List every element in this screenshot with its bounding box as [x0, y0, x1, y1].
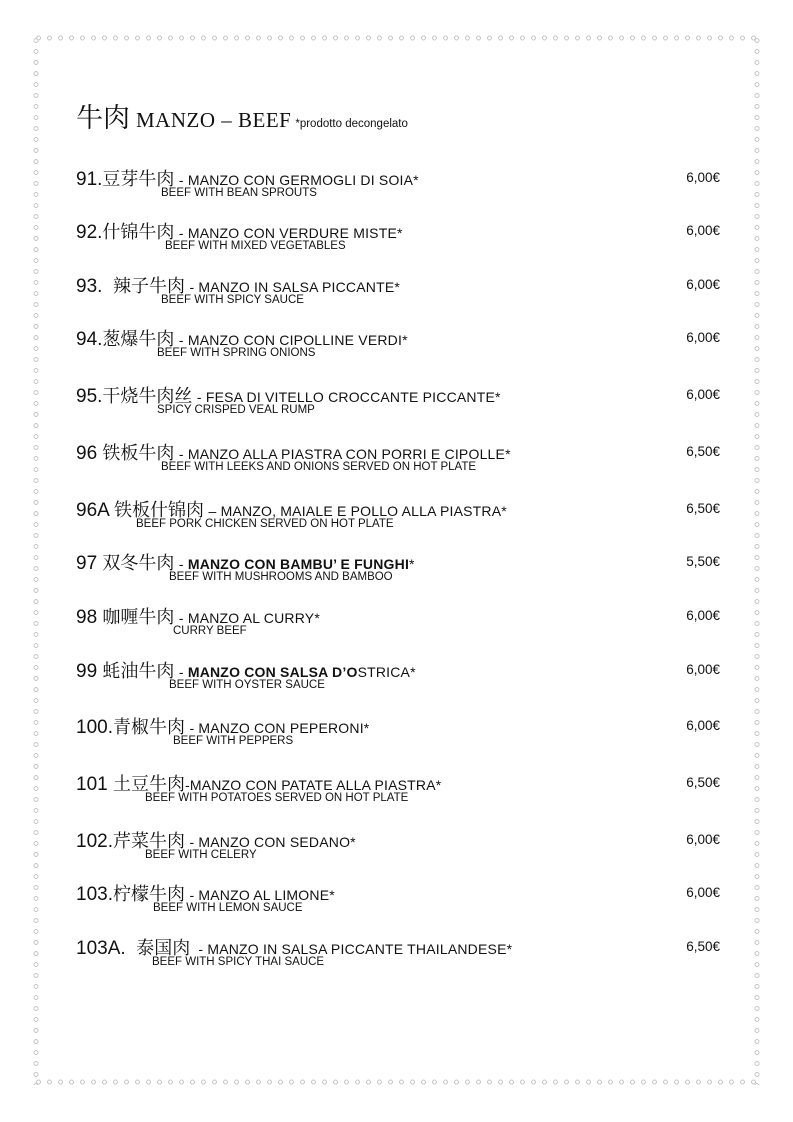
item-chinese-name: 咖喱牛肉 [102, 607, 175, 628]
menu-item-99 [76, 657, 720, 701]
item-price: 6,00€ [686, 832, 720, 847]
item-price: 6,00€ [686, 885, 720, 900]
menu-item-103 [76, 880, 720, 924]
title-note: *prodotto decongelato [295, 118, 408, 130]
item-italian-name: - MANZO CON SALSA D’OSTRICA* [178, 664, 416, 680]
item-price: 6,00€ [686, 608, 720, 623]
menu-item-91 [76, 165, 720, 209]
item-chinese-name: 铁板牛肉 [102, 443, 175, 464]
item-number: 92. [76, 222, 103, 243]
item-number: 99 [76, 661, 103, 682]
menu-item-101 [76, 770, 720, 814]
item-price: 6,50€ [686, 501, 720, 516]
item-italian-name: - MANZO CON VERDURE MISTE* [178, 225, 403, 241]
item-english-name: BEEF WITH CELERY [145, 849, 257, 861]
item-chinese-name: 什锦牛肉 [102, 222, 175, 243]
item-chinese-name: 芹菜牛肉 [112, 831, 185, 852]
border-right [754, 35, 760, 1085]
item-english-name: BEEF PORK CHICKEN SERVED ON HOT PLATE [136, 518, 394, 530]
border-top [33, 35, 760, 41]
item-english-name: BEEF WITH LEEKS AND ONIONS SERVED ON HOT PLATE [161, 461, 477, 473]
item-chinese-name: 辣子牛肉 [112, 276, 185, 297]
menu-item-93 [76, 272, 720, 316]
title-english: MANZO – BEEF [136, 108, 292, 132]
item-italian-name: - MANZO CON BAMBU’ E FUNGHI* [178, 556, 415, 572]
menu-item-97 [76, 549, 720, 593]
item-number: 103A. [76, 938, 137, 959]
item-chinese-name: 豆芽牛肉 [102, 169, 175, 190]
item-number: 96 [76, 443, 103, 464]
item-price: 6,50€ [686, 775, 720, 790]
item-english-name: BEEF WITH SPRING ONIONS [157, 347, 316, 359]
item-chinese-name: 土豆牛肉 [112, 774, 185, 795]
item-price: 6,50€ [686, 939, 720, 954]
item-italian-name: - MANZO IN SALSA PICCANTE THAILANDESE* [190, 941, 513, 957]
item-english-name: BEEF WITH SPICY SAUCE [161, 294, 304, 306]
item-number: 102. [76, 831, 113, 852]
item-italian-name: - MANZO ALLA PIASTRA CON PORRI E CIPOLLE* [178, 446, 511, 462]
item-italian-name: - MANZO IN SALSA PICCANTE* [189, 279, 401, 295]
border-bottom [33, 1079, 760, 1085]
item-price: 6,00€ [686, 662, 720, 677]
item-italian-name: - MANZO AL CURRY* [178, 610, 320, 626]
item-price: 6,50€ [686, 444, 720, 459]
item-number: 97 [76, 553, 103, 574]
item-chinese-name: 蚝油牛肉 [102, 661, 175, 682]
menu-item-98 [76, 603, 720, 647]
border-left [33, 35, 39, 1085]
title-chinese: 牛肉 [76, 103, 130, 134]
section-title [76, 96, 408, 135]
item-chinese-name: 双冬牛肉 [102, 553, 175, 574]
item-price: 6,00€ [686, 170, 720, 185]
item-english-name: BEEF WITH SPICY THAI SAUCE [152, 956, 325, 968]
item-price: 6,00€ [686, 223, 720, 238]
item-number: 93. [76, 276, 113, 297]
item-italian-name: - MANZO CON GERMOGLI DI SOIA* [178, 172, 419, 188]
item-italian-name: -MANZO CON PATATE ALLA PIASTRA* [184, 777, 442, 793]
menu-item-103a [76, 934, 720, 978]
item-number: 91. [76, 169, 103, 190]
item-number: 94. [76, 329, 103, 350]
item-price: 6,00€ [686, 387, 720, 402]
item-english-name: BEEF WITH POTATOES SERVED ON HOT PLATE [145, 792, 409, 804]
menu-item-96a [76, 496, 720, 540]
item-english-name: CURRY BEEF [173, 625, 247, 637]
item-number: 103. [76, 884, 113, 905]
item-price: 5,50€ [686, 554, 720, 569]
item-english-name: BEEF WITH BEAN SPROUTS [161, 187, 317, 199]
menu-item-92 [76, 218, 720, 262]
item-english-name: BEEF WITH OYSTER SAUCE [169, 679, 325, 691]
item-chinese-name: 柠檬牛肉 [112, 884, 185, 905]
item-english-name: SPICY CRISPED VEAL RUMP [157, 404, 315, 416]
item-chinese-name: 青椒牛肉 [112, 717, 185, 738]
item-number: 100. [76, 717, 113, 738]
item-chinese-name: 葱爆牛肉 [102, 329, 175, 350]
item-english-name: BEEF WITH LEMON SAUCE [153, 902, 303, 914]
item-number: 98 [76, 607, 103, 628]
item-english-name: BEEF WITH PEPPERS [173, 735, 294, 747]
item-italian-name: - MANZO CON SEDANO* [189, 834, 356, 850]
menu-item-96 [76, 439, 720, 483]
item-chinese-name: 铁板什锦肉 [114, 500, 205, 521]
item-italian-name: - MANZO CON CIPOLLINE VERDI* [178, 332, 408, 348]
menu-item-100 [76, 713, 720, 757]
item-italian-name: - MANZO AL LIMONE* [189, 887, 335, 903]
item-chinese-name: 泰国肉 [136, 938, 191, 959]
item-chinese-name: 干烧牛肉丝 [102, 386, 193, 407]
item-price: 6,00€ [686, 330, 720, 345]
item-english-name: BEEF WITH MUSHROOMS AND BAMBOO [169, 571, 393, 583]
item-price: 6,00€ [686, 718, 720, 733]
item-number: 95. [76, 386, 103, 407]
item-number: 101 [76, 774, 113, 795]
item-italian-name: - MANZO CON PEPERONI* [189, 720, 370, 736]
menu-item-102 [76, 827, 720, 871]
menu-item-95 [76, 382, 720, 426]
item-english-name: BEEF WITH MIXED VEGETABLES [165, 240, 346, 252]
item-number: 96A [76, 500, 115, 521]
item-italian-name: - FESA DI VITELLO CROCCANTE PICCANTE* [196, 389, 501, 405]
menu-item-94 [76, 325, 720, 369]
item-italian-name: – MANZO, MAIALE E POLLO ALLA PIASTRA* [208, 503, 507, 519]
item-price: 6,00€ [686, 277, 720, 292]
